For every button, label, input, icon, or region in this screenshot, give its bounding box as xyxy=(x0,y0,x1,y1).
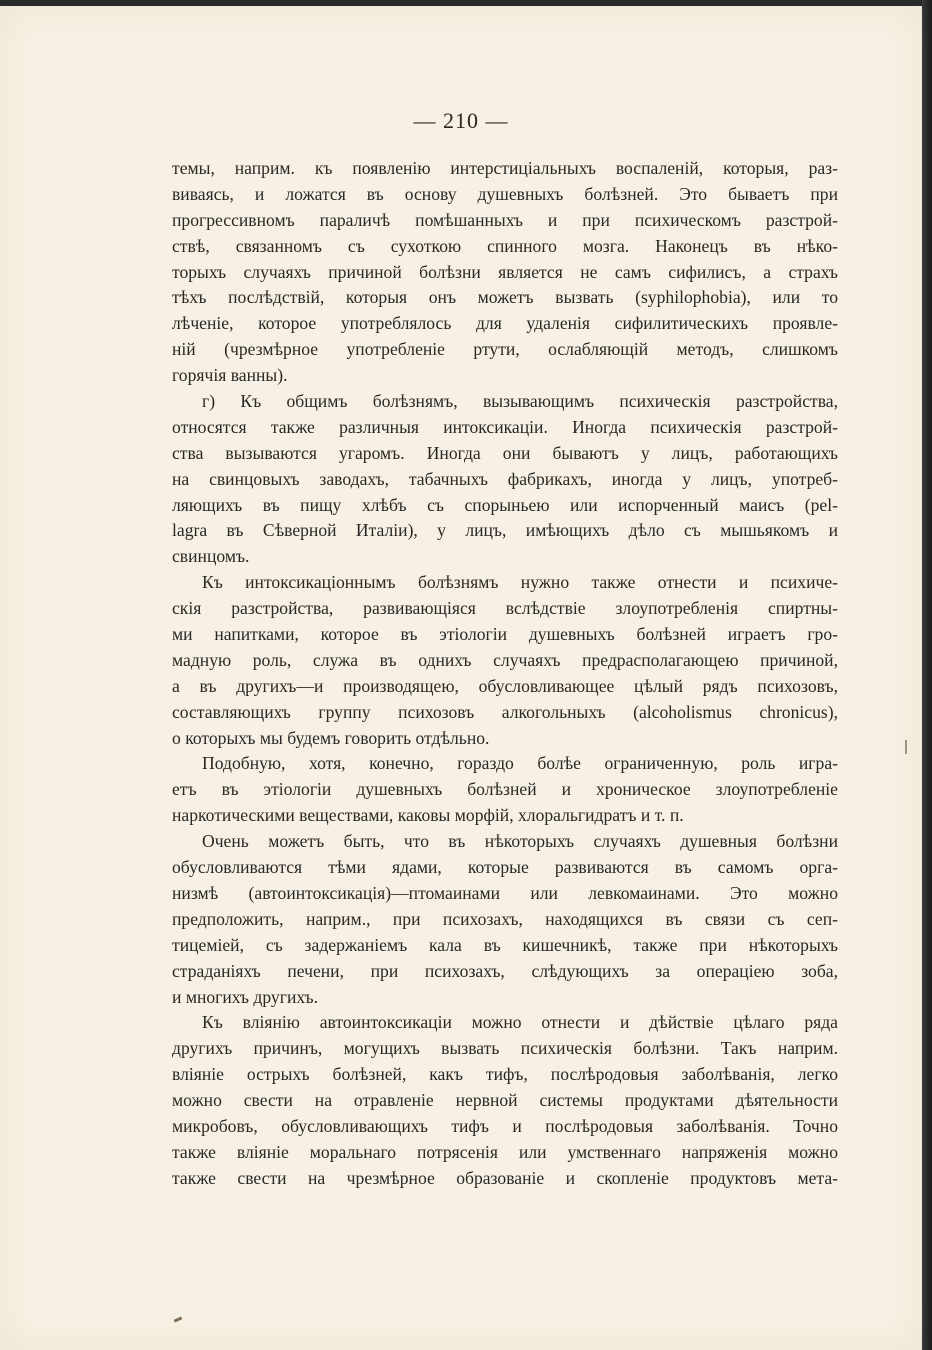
text-line: на свинцовыхъ заводахъ, табачныхъ фабрикахъ, иногда у лицъ, употреб- xyxy=(172,468,838,489)
text-line: Очень можетъ быть, что въ нѣкоторыхъ случаяхъ душевныя болѣзни xyxy=(202,831,838,852)
text-line: страданіяхъ печени, при психозахъ, слѣдующихъ за операціею зоба, xyxy=(172,960,838,981)
text-line: г) Къ общимъ болѣзнямъ, вызывающимъ психическія разстройства, xyxy=(202,391,838,412)
text-line: вліяніе острыхъ болѣзней, какъ тифъ, послѣродовыя заболѣванія, легко xyxy=(172,1064,838,1085)
text-line: етъ въ этіологіи душевныхъ болѣзней и хроническое злоупотребленіе xyxy=(172,779,838,800)
text-line: lagra въ Сѣверной Италіи), у лицъ, имѣющихъ дѣло съ мышьякомъ и xyxy=(172,520,838,541)
text-line: ства вызываются угаромъ. Иногда они бываютъ у лицъ, работающихъ xyxy=(172,442,838,463)
text-line: Къ вліянію автоинтоксикаціи можно отнести и дѣйствіе цѣлаго ряда xyxy=(202,1012,838,1033)
text-line: ми напитками, которое въ этіологіи душевныхъ болѣзней играетъ гро- xyxy=(172,624,838,645)
text-line: предположить, наприм., при психозахъ, находящихся въ связи съ сеп- xyxy=(172,908,838,929)
text-line: и многихъ другихъ. xyxy=(172,986,318,1007)
text-line: относятся также различныя интоксикаціи. Иногда психическія разстрой- xyxy=(172,416,838,437)
text-line: можно свести на отравленіе нервной системы продуктами дѣятельности xyxy=(172,1090,838,1111)
body-text xyxy=(172,156,838,1192)
text-line: скія разстройства, развивающіяся вслѣдствіе злоупотребленія спиртны- xyxy=(172,598,838,619)
text-line: горячія ванны). xyxy=(172,365,288,386)
text-line: Подобную, хотя, конечно, гораздо болѣе ограниченную, роль игра- xyxy=(202,753,838,774)
text-line: свинцомъ. xyxy=(172,546,250,567)
text-line: ствѣ, связанномъ съ сухоткою спинного мозга. Наконецъ въ нѣко- xyxy=(172,235,838,256)
text-line: темы, наприм. къ появленію интерстиціальныхъ воспаленій, которыя, раз- xyxy=(172,158,838,178)
text-line: также свести на чрезмѣрное образованіе и скопленіе продуктовъ мета- xyxy=(172,1167,838,1188)
page-number: — 210 — xyxy=(413,108,509,133)
text-line: мадную роль, служа въ однихъ случаяхъ предрасполагающею причиной, xyxy=(172,649,838,670)
scan-right-edge xyxy=(922,0,932,1350)
text-line: торыхъ случаяхъ причиной болѣзни является не самъ сифилисъ, а страхъ xyxy=(172,261,838,282)
text-line: также вліяніе моральнаго потрясенія или умственнаго напряженія можно xyxy=(172,1141,838,1162)
text-line: составляющихъ группу психозовъ алкогольныхъ (alcoholismus chronicus), xyxy=(172,701,838,722)
text-line: другихъ причинъ, могущихъ вызвать психическія болѣзни. Такъ наприм. xyxy=(172,1038,838,1059)
text-line: ляющихъ въ пищу хлѣбъ съ спорыньею или испорченный маисъ (pel- xyxy=(172,494,838,515)
text-line: Къ интоксикаціоннымъ болѣзнямъ нужно также отнести и психиче- xyxy=(202,572,838,593)
text-line: тѣхъ послѣдствій, которыя онъ можетъ вызвать (syphilophobia), или то xyxy=(172,287,838,308)
text-line: а въ другихъ—и производящею, обусловливающее цѣлый рядъ психозовъ, xyxy=(172,675,838,696)
text-line: лѣченіе, которое употреблялось для удаленія сифилитическихъ проявле- xyxy=(172,313,838,334)
margin-mark xyxy=(905,740,907,754)
text-line: ній (чрезмѣрное употребленіе ртути, ослабляющій методъ, слишкомъ xyxy=(172,339,838,360)
text-line: обусловливаются тѣми ядами, которые развиваются въ самомъ орга- xyxy=(172,857,838,878)
text-line: наркотическими веществами, каковы морфій, хлоральгидратъ и т. п. xyxy=(172,805,684,826)
text-line: низмѣ (автоинтоксикація)—птомаинами или левкомаинами. Это можно xyxy=(172,882,838,903)
text-line: виваясь, и ложатся въ основу душевныхъ болѣзней. Это бываетъ при xyxy=(172,183,838,204)
text-line: тицеміей, съ задержаніемъ кала въ кишечникѣ, также при нѣкоторыхъ xyxy=(172,934,838,955)
text-line: микробовъ, обусловливающихъ тифъ и послѣродовыя заболѣванія. Точно xyxy=(172,1115,838,1136)
text-line: о которыхъ мы будемъ говорить отдѣльно. xyxy=(172,727,490,748)
text-line: прогрессивномъ параличѣ помѣшанныхъ и при психическомъ разстрой- xyxy=(172,209,838,230)
